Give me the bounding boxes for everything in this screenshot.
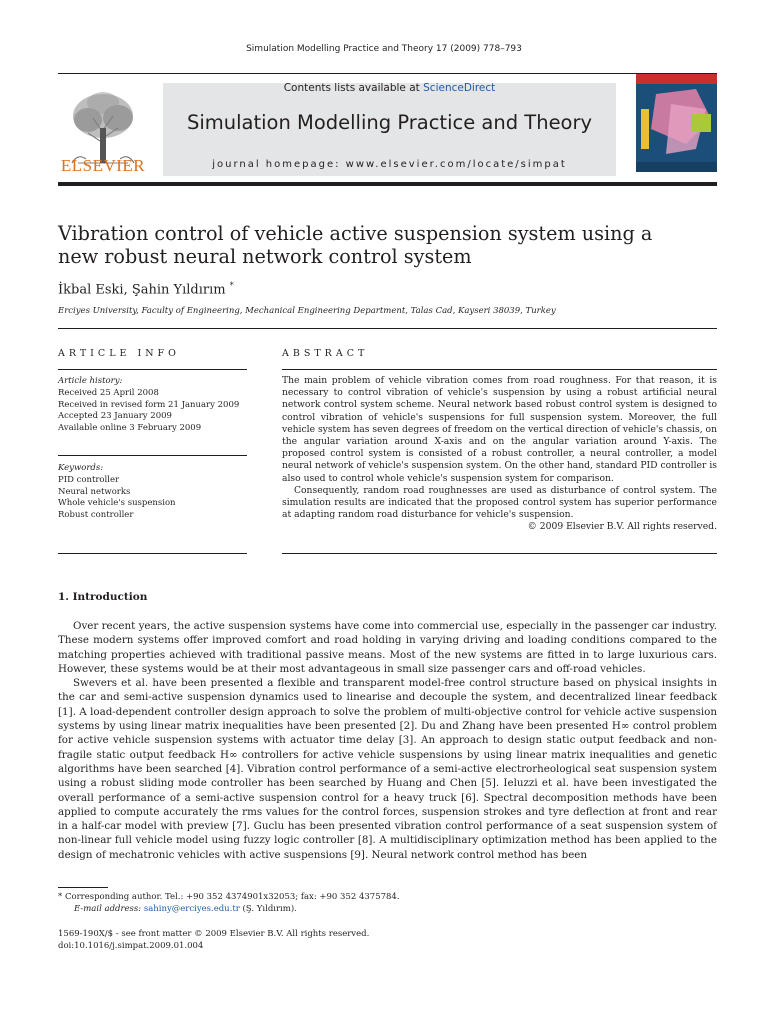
footnote-rule [58,887,108,888]
contents-line [163,82,616,94]
email-link[interactable]: sahiny@erciyes.edu.tr [143,904,240,914]
sciencedirect-link[interactable]: ScienceDirect [423,82,496,94]
section-heading: 1. Introduction [58,591,148,603]
keyword-item: Robust controller [58,510,134,521]
history-item: Received in revised form 21 January 2009 [58,399,240,410]
copyright: © 2009 Elsevier B.V. All rights reserved. [527,521,717,533]
keywords [58,463,176,522]
affiliation: Erciyes University, Faculty of Engineering, Mechanical Engineering Department, Talas Cad, Kayseri 38039, Turkey [58,306,556,316]
issn-block [58,928,369,952]
keyword-item: PID controller [58,474,120,485]
header-thick-rule [58,182,717,186]
email-suffix: (Ş. Yıldırım). [239,904,297,914]
journal-homepage[interactable]: journal homepage: www.elsevier.com/locate/simpat [212,159,567,170]
journal-cover-image [636,74,717,172]
corresponding-author-mark[interactable]: * [229,281,234,290]
section-rule [58,328,717,329]
corresponding-author-note: * Corresponding author. Tel.: +90 352 4374901x32053; fax: +90 352 4375784. [58,892,400,902]
abstract-paragraph: The main problem of vehicle vibration comes from road roughness. For that reason, it is necessary to control vibration of vehicle's suspension by using a robust artificial neural network control system scheme. Neural network based robust control system is designed to control vibration of vehicle's suspensions for full suspension system. Moreover, the full vehicle system has seven degrees of freedom on the vertical direction of vehicle's chassis, on the angular variation around X-axis and on the angular variation around Y-axis. The proposed control system is consisted of a robust controller, a neural controller, a model neural network of vehicle's suspension system. On the other hand, standard PID controller is also used to control whole vehicle's suspension system for comparison. [282,375,717,484]
authors-line [58,281,234,297]
abstract-heading: ABSTRACT [282,348,369,359]
keyword-item: Whole vehicle's suspension [58,498,176,509]
article-info-rule [58,455,247,456]
introduction-body [58,619,717,862]
abstract-bottom-rule [282,553,717,554]
history-item: Received 25 April 2008 [58,387,159,398]
history-item: Available online 3 February 2009 [58,423,202,434]
header-rule [58,73,717,74]
journal-title: Simulation Modelling Practice and Theory [186,111,593,134]
article-title: Vibration control of vehicle active suspension system using a new robust neural network control system [58,222,653,268]
abstract-body [282,375,717,534]
elsevier-wordmark: ELSEVIER [60,156,146,175]
history-item: Accepted 23 January 2009 [58,411,172,422]
doi-line[interactable]: doi:10.1016/j.simpat.2009.01.004 [58,941,204,951]
article-info-heading: ARTICLE INFO [58,348,180,359]
article-info-rule [58,553,247,554]
author-names: İkbal Eski, Şahin Yıldırım [58,282,226,298]
keyword-item: Neural networks [58,486,131,497]
body-paragraph: Over recent years, the active suspension systems have come into commercial use, especially in the passenger car industry. These modern systems offer improved comfort and road holding in varying driving and loading conditions compared to the matching properties achieved with traditional passive means. Most of the new systems are fitted in to large luxurious cars. However, these systems would be at their most advantageous in small size passenger cars and off-road vehicles. [58,620,717,675]
body-paragraph: Swevers et al. have been presented a flexible and transparent model-free control structure based on physical insights in the car and semi-active suspension dynamics used to linearise and decouple the system, and decentralized linear feedback [1]. A load-dependent controller design approach to solve the problem of multi-objective control for vehicle active suspension systems by using linear matrix inequalities have been presented [2]. Du and Zhang have been presented H∞ control problem for active vehicle suspension systems with actuator time delay [3]. An approach to design static output feedback and non-fragile static output feedback H∞ controllers for active vehicle suspensions by using linear matrix inequalities and genetic algorithms have been searched [4]. Vibration control performance of a semi-active electrorheological seat suspension system using a robust sliding mode controller has been searched by Huang and Chen [5]. Ieluzzi et al. have been investigated the overall performance of a semi-active suspension control for a heavy truck [6]. Spectral decomposition methods have been applied to compute accurately the rms values for the control forces, suspension strokes and tyre deflection at front and rear in a half-car model with preview [7]. Guclu has been presented vibration control performance of a seat suspension system of non-linear full vehicle model using fuzzy logic controller [8]. A multidisciplinary optimization method has been applied to the design of mechatronic vehicles with active suspensions [9]. Neural network control method has been [58,677,717,861]
abstract-rule [282,369,717,370]
history-label: Article history: [58,376,123,386]
keywords-label: Keywords: [58,463,104,473]
email-label: E-mail address: [74,904,144,914]
contents-prefix: Contents lists available at [283,82,424,94]
journal-citation: Simulation Modelling Practice and Theory 17 (2009) 778–793 [246,44,522,54]
email-line [58,903,400,915]
footnote [58,891,400,915]
issn-line: 1569-190X/$ - see front matter © 2009 Elsevier B.V. All rights reserved. [58,929,370,939]
article-info-rule [58,369,247,370]
abstract-paragraph: Consequently, random road roughnesses are used as disturbance of control system. The simulation results are indicated that the proposed control system has superior performance at adapting random road disturbance for vehicle's suspension. [282,484,717,521]
article-history [58,376,239,435]
